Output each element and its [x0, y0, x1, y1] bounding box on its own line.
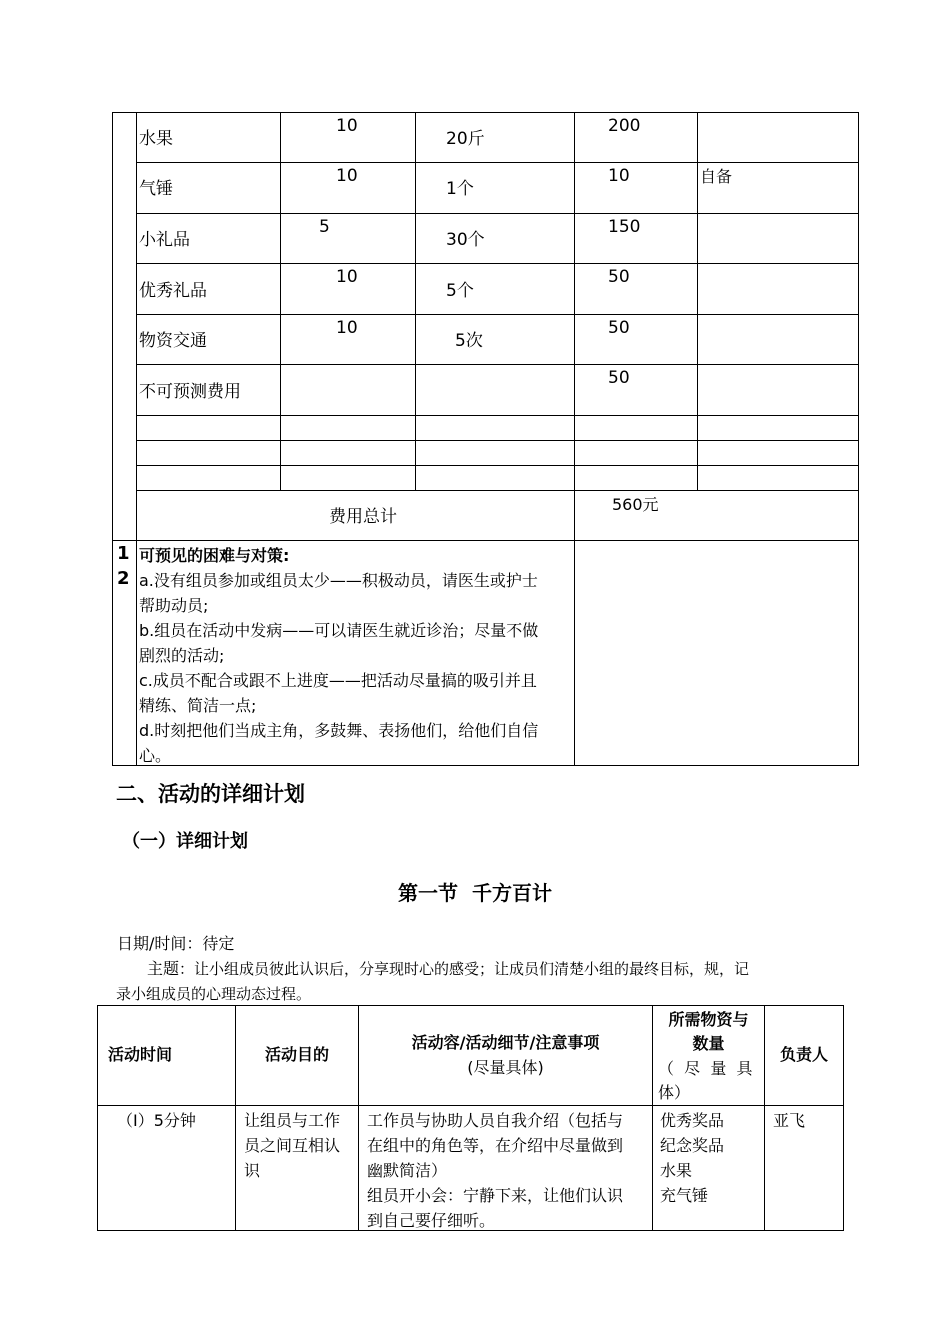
row-time: （Ⅰ）5分钟 [117, 1111, 196, 1130]
row-material-item: 充气锤 [660, 1186, 709, 1205]
table-border [843, 1005, 844, 1231]
table-border [136, 490, 859, 491]
budget-item-name: 小礼品 [139, 230, 190, 250]
budget-quantity: 20斤 [446, 129, 485, 149]
header-goal: 活动目的 [264, 1045, 329, 1064]
budget-note: 自备 [700, 167, 733, 186]
row-number-2: 2 [117, 568, 130, 589]
table-border [97, 1105, 844, 1106]
difficulties-line: 帮助动员; [139, 596, 209, 615]
table-border [136, 415, 859, 416]
header-materials-note-2: 体） [658, 1083, 691, 1102]
budget-cost: 10 [608, 166, 630, 186]
budget-item-name: 气锤 [139, 179, 173, 199]
table-border [764, 1005, 765, 1231]
row-content-line: 在组中的角色等，在介绍中尽量做到 [367, 1136, 624, 1155]
theme-text: ：让小组成员彼此认识后，分享现时心的感受；让成员们清楚小组的最终目标，规，记 [179, 960, 750, 978]
budget-quantity: 30个 [446, 230, 485, 250]
subsection-heading: （一）详细计划 [122, 831, 248, 852]
table-border [136, 112, 137, 766]
row-goal-line: 识 [244, 1161, 261, 1180]
row-number-1: 1 [117, 543, 130, 564]
difficulties-line: b.组员在活动中发病——可以请医生就近诊治；尽量不做 [139, 621, 539, 640]
session-title: 第一节 千方百计 [398, 881, 552, 905]
table-border [97, 1005, 844, 1006]
header-owner: 负责人 [779, 1045, 828, 1064]
table-border [112, 112, 113, 766]
difficulties-line: c.成员不配合或跟不上进度——把活动尽量搞的吸引并且 [139, 671, 537, 690]
date-time-label: 日期/时间：待定 [117, 934, 235, 953]
header-materials: 所需物资与 [668, 1010, 749, 1029]
row-content-line: 幽默简洁） [367, 1161, 448, 1180]
difficulties-line: d.时刻把他们当成主角，多鼓舞、表扬他们，给他们自信 [139, 721, 539, 740]
difficulties-line: 精练、简洁一点; [139, 696, 257, 715]
table-border [112, 112, 859, 113]
budget-total-value: 560元 [612, 495, 659, 514]
row-goal [244, 1108, 340, 1183]
budget-cost: 50 [608, 318, 630, 338]
budget-cost: 50 [608, 368, 630, 388]
budget-cost: 200 [608, 116, 641, 136]
row-owner: 亚飞 [773, 1111, 806, 1130]
theme-label: 主题 [147, 959, 180, 978]
table-border [574, 112, 575, 766]
budget-cost: 150 [608, 217, 641, 237]
table-border [858, 112, 859, 766]
row-goal-line: 让组员与工作 [244, 1111, 341, 1130]
table-border [280, 112, 281, 490]
budget-unit-price: 5 [319, 217, 330, 237]
header-content: 活动容/活动细节/注意事项 [411, 1033, 600, 1052]
header-time: 活动时间 [107, 1045, 172, 1064]
table-border [136, 314, 859, 315]
row-content-line: 到自己要仔细听。 [367, 1211, 496, 1230]
budget-item-name: 优秀礼品 [139, 281, 207, 301]
budget-item-name: 不可预测费用 [139, 382, 241, 402]
table-border [136, 364, 859, 365]
budget-item-name: 水果 [139, 129, 173, 149]
budget-unit-price: 10 [336, 318, 358, 338]
table-border [136, 213, 859, 214]
table-border [415, 112, 416, 490]
budget-cost: 50 [608, 267, 630, 287]
budget-item-name: 物资交通 [139, 331, 207, 351]
theme-line-2: 录小组成员的心理动态过程。 [116, 985, 312, 1003]
table-border [697, 112, 698, 490]
row-content-line: 组员开小会：宁静下来，让他们认识 [367, 1186, 624, 1205]
table-border [136, 263, 859, 264]
difficulties-line: a.没有组员参加或组员太少——积极动员，请医生或护士 [139, 571, 538, 590]
budget-quantity: 5次 [455, 331, 483, 351]
budget-unit-price: 10 [336, 116, 358, 136]
section-heading: 二、活动的详细计划 [116, 782, 305, 806]
table-border [136, 440, 859, 441]
budget-quantity: 5个 [446, 281, 474, 301]
row-goal-line: 员之间互相认 [244, 1136, 341, 1155]
table-border [136, 162, 859, 163]
row-material-item: 优秀奖品 [660, 1111, 725, 1130]
difficulties-text [139, 543, 538, 768]
row-material-item: 水果 [660, 1161, 693, 1180]
table-border [97, 1005, 98, 1231]
difficulties-title: 可预见的困难与对策: [139, 546, 290, 565]
header-materials-2: 数量 [692, 1034, 725, 1053]
difficulties-line: 心。 [139, 746, 172, 765]
budget-unit-price: 10 [336, 267, 358, 287]
theme-line-1 [147, 958, 749, 980]
budget-total-label: 费用总计 [329, 507, 397, 527]
table-border [112, 540, 859, 541]
budget-quantity: 1个 [446, 179, 474, 199]
row-material-item: 纪念奖品 [660, 1136, 725, 1155]
row-content-line: 工作员与协助人员自我介绍（包括与 [367, 1111, 624, 1130]
budget-unit-price: 10 [336, 166, 358, 186]
row-content [367, 1108, 623, 1233]
header-materials-note: （ 尽 量 具 [658, 1059, 753, 1078]
header-content-note: (尽量具体) [467, 1058, 544, 1077]
table-border [235, 1005, 236, 1231]
difficulties-line: 剧烈的活动; [139, 646, 225, 665]
row-materials [660, 1108, 724, 1208]
table-border [136, 465, 859, 466]
